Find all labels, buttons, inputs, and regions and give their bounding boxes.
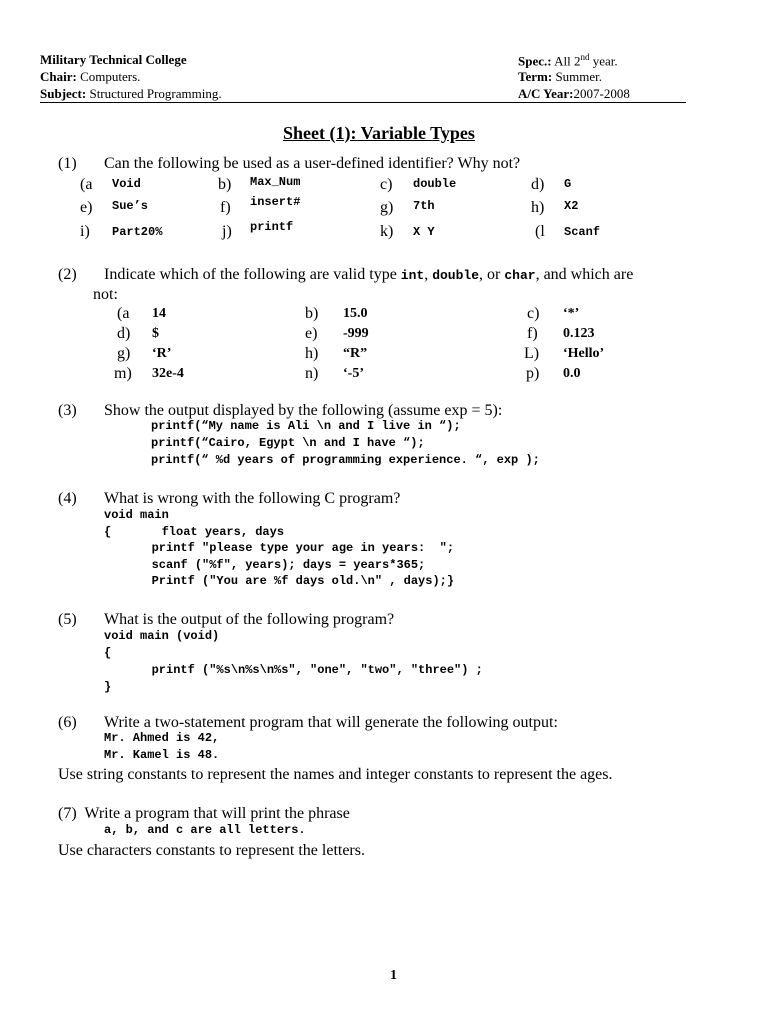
q1-value-c: double xyxy=(413,177,457,191)
q2-value-c: ‘*’ xyxy=(563,306,580,321)
q2-label-f: f) xyxy=(527,325,538,342)
q2-text: Indicate which of the following are valid type int, double, or char, and which are xyxy=(104,266,634,283)
q1-label-i: i) xyxy=(80,223,90,240)
q2-label-h: h) xyxy=(305,345,319,362)
q5-text: What is the output of the following program? xyxy=(104,611,395,628)
q2-label-p: p) xyxy=(526,365,540,382)
q1-label-j: j) xyxy=(222,223,232,240)
q2-text-line2: not: xyxy=(93,286,118,303)
q3-text: Show the output displayed by the following (assume exp = 5): xyxy=(104,402,503,419)
q2-value-e: -999 xyxy=(343,326,369,341)
q7-text: (7) Write a program that will print the phrase xyxy=(58,805,350,822)
q1-label-d: d) xyxy=(531,176,545,193)
q1-value-g: 7th xyxy=(413,199,435,213)
q2-label-b: b) xyxy=(305,305,319,322)
q1-value-l: Scanf xyxy=(564,225,601,239)
q2-number: (2) xyxy=(58,266,77,283)
q1-value-d: G xyxy=(564,177,572,191)
q6-note: Use string constants to represent the names and integer constants to represent the ages. xyxy=(58,766,613,783)
q6-code-line: Mr. Kamel is 48. xyxy=(104,748,220,762)
q4-code-line: printf "please type your age in years: "; xyxy=(94,541,455,555)
q5-code-line: } xyxy=(104,680,112,694)
subject-line: Subject: Structured Programming. xyxy=(40,86,222,101)
spec-line: Spec.: All 2nd year. xyxy=(518,52,618,69)
q5-code-line: printf ("%s\n%s\n%s", "one", "two", "three") ; xyxy=(94,663,483,677)
q1-label-k: k) xyxy=(380,223,394,240)
q1-value-a: Void xyxy=(112,177,141,191)
q2-value-b: 15.0 xyxy=(343,306,368,321)
q1-text: Can the following be used as a user-defined identifier? Why not? xyxy=(104,155,521,172)
q7-code-line: a, b, and c are all letters. xyxy=(104,823,306,837)
q2-label-e: e) xyxy=(305,325,318,342)
q6-code-line: Mr. Ahmed is 42, xyxy=(104,731,220,745)
q3-code-line: printf(“Cairo, Egypt \n and I have “); xyxy=(151,436,425,450)
q4-code-line: Printf ("You are %f days old.\n" , days);} xyxy=(94,574,455,588)
q1-value-j: printf xyxy=(250,220,294,234)
q4-code-line: scanf ("%f", years); days = years*365; xyxy=(94,558,426,572)
q2-value-f: 0.123 xyxy=(563,326,595,341)
q2-label-d: d) xyxy=(117,325,131,342)
chair-line: Chair: Computers. xyxy=(40,69,141,84)
q4-number: (4) xyxy=(58,490,77,507)
q1-value-b: Max_Num xyxy=(250,175,301,189)
q6-text: Write a two-statement program that will generate the following output: xyxy=(104,714,558,731)
q1-value-f: insert# xyxy=(250,195,301,209)
q1-label-a: (a xyxy=(80,176,93,193)
q2-value-p: 0.0 xyxy=(563,366,581,381)
q4-code-line: void main xyxy=(104,508,169,522)
q2-value-n: ‘-5’ xyxy=(343,366,364,381)
q1-label-g: g) xyxy=(380,199,394,216)
q1-number: (1) xyxy=(58,155,77,172)
q4-text: What is wrong with the following C program? xyxy=(104,490,401,507)
q4-code-line: { float years, days xyxy=(104,525,285,539)
q1-value-e: Sue’s xyxy=(112,199,149,213)
q1-label-f: f) xyxy=(220,199,231,216)
q7-note: Use characters constants to represent the letters. xyxy=(58,842,365,859)
page-title: Sheet (1): Variable Types xyxy=(283,123,475,143)
q1-label-e: e) xyxy=(80,199,93,216)
q2-label-g: g) xyxy=(117,345,131,362)
q1-value-k: X Y xyxy=(413,225,435,239)
q3-code-line: printf(“ %d years of programming experience. “, exp ); xyxy=(151,453,540,467)
q6-number: (6) xyxy=(58,714,77,731)
q1-value-i: Part20% xyxy=(112,225,163,239)
q3-code-line: printf(“My name is Ali \n and I live in “); xyxy=(151,419,461,433)
q2-value-h: “R” xyxy=(343,346,368,361)
q2-value-m: 32e-4 xyxy=(152,366,184,381)
q2-label-l: L) xyxy=(524,345,540,362)
college-name: Military Technical College xyxy=(40,52,187,67)
q1-label-b: b) xyxy=(218,176,232,193)
q5-number: (5) xyxy=(58,611,77,628)
q2-label-a: (a xyxy=(117,305,130,322)
q1-label-h: h) xyxy=(531,199,545,216)
page-number: 1 xyxy=(390,968,397,983)
q2-value-l: ‘Hello’ xyxy=(563,346,605,361)
q1-value-h: X2 xyxy=(564,199,579,213)
q5-code-line: void main (void) xyxy=(104,629,220,643)
q2-label-m: m) xyxy=(114,365,132,382)
q2-label-n: n) xyxy=(305,365,319,382)
q2-value-a: 14 xyxy=(152,306,166,321)
q1-label-c: c) xyxy=(380,176,393,193)
header-rule xyxy=(40,102,686,103)
q2-label-c: c) xyxy=(527,305,540,322)
q3-number: (3) xyxy=(58,402,77,419)
term-line: Term: Summer. xyxy=(518,69,603,84)
q1-label-l: (l xyxy=(535,223,545,240)
acyear-line: A/C Year:2007-2008 xyxy=(518,86,630,101)
q5-code-line: { xyxy=(104,646,112,660)
q2-value-d: $ xyxy=(152,326,159,341)
q2-value-g: ‘R’ xyxy=(152,346,172,361)
